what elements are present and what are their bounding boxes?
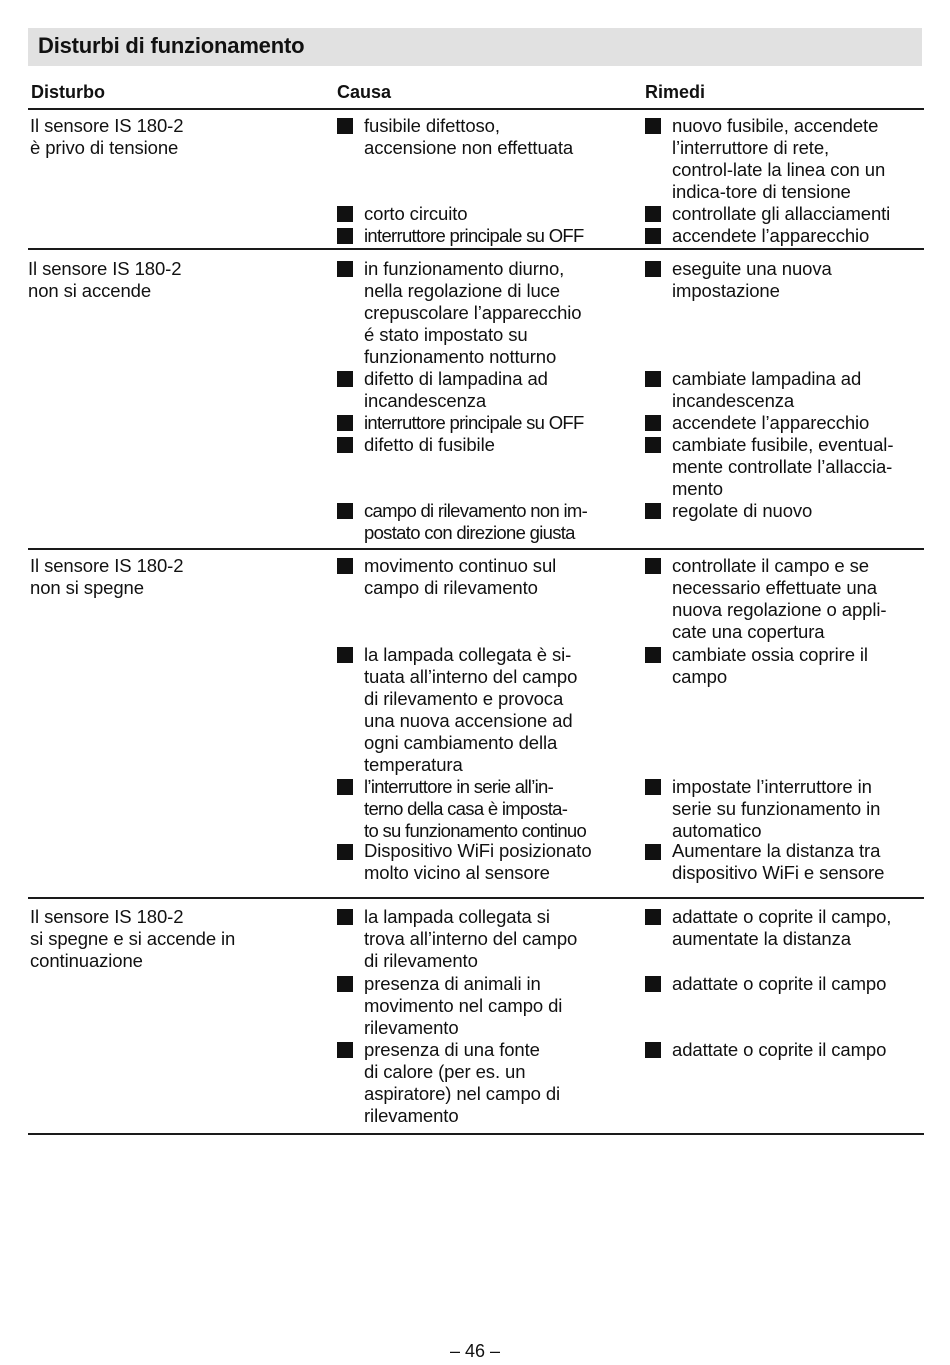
disturbo-cell: Il sensore IS 180-2 non si accende xyxy=(28,258,182,301)
bullet-square-icon xyxy=(337,909,353,925)
bullet-square-icon xyxy=(645,976,661,992)
rimedio-text: cambiate fusibile, eventual- mente controllate l’allaccia- mento xyxy=(672,434,894,499)
section-title-bar xyxy=(28,28,922,66)
row-divider xyxy=(28,548,924,550)
rimedio-text: controllate il campo e se necessario effettuate una nuova regolazione o appli- cate una copertura xyxy=(672,555,887,642)
rimedio-text: accendete l’apparecchio xyxy=(672,225,870,246)
bullet-square-icon xyxy=(645,558,661,574)
rimedio-text: regolate di nuovo xyxy=(672,500,813,521)
bullet-square-icon xyxy=(337,779,353,795)
causa-text: Dispositivo WiFi posizionato molto vicino al sensore xyxy=(364,840,592,883)
causa-text: campo di rilevamento non im- postato con direzione giusta xyxy=(364,500,588,543)
bullet-square-icon xyxy=(337,503,353,519)
bullet-square-icon xyxy=(645,779,661,795)
rimedio-text: controllate gli allacciamenti xyxy=(672,203,891,224)
rimedio-text: impostate l’interruttore in serie su funzionamento in automatico xyxy=(672,776,881,841)
causa-text: movimento continuo sul campo di rilevamento xyxy=(364,555,557,598)
column-header-causa: Causa xyxy=(337,82,392,102)
bullet-square-icon xyxy=(337,118,353,134)
bullet-square-icon xyxy=(337,371,353,387)
bullet-square-icon xyxy=(645,1042,661,1058)
bullet-square-icon xyxy=(645,206,661,222)
causa-text: difetto di lampadina ad incandescenza xyxy=(364,368,548,411)
row-divider xyxy=(28,897,924,899)
rimedio-text: eseguite una nuova impostazione xyxy=(672,258,832,301)
causa-text: presenza di animali in movimento nel campo di rilevamento xyxy=(364,973,563,1038)
bullet-square-icon xyxy=(337,558,353,574)
bullet-square-icon xyxy=(645,118,661,134)
bullet-square-icon xyxy=(645,371,661,387)
bullet-square-icon xyxy=(645,909,661,925)
bullet-square-icon xyxy=(645,437,661,453)
rimedio-text: cambiate ossia coprire il campo xyxy=(672,644,868,687)
row-divider xyxy=(28,248,924,250)
rimedio-text: cambiate lampadina ad incandescenza xyxy=(672,368,862,411)
bullet-square-icon xyxy=(337,976,353,992)
rimedio-text: Aumentare la distanza tra dispositivo WiFi e sensore xyxy=(672,840,885,883)
disturbo-cell: Il sensore IS 180-2 è privo di tensione xyxy=(30,115,184,158)
bullet-square-icon xyxy=(337,437,353,453)
bullet-square-icon xyxy=(337,647,353,663)
rimedio-text: accendete l’apparecchio xyxy=(672,412,870,433)
bullet-square-icon xyxy=(645,844,661,860)
causa-text: presenza di una fonte di calore (per es. un aspiratore) nel campo di rilevamento xyxy=(364,1039,561,1126)
bullet-square-icon xyxy=(645,647,661,663)
causa-text: in funzionamento diurno, nella regolazione di luce crepuscolare l’apparecchio é stato impostato su funzionamento notturno xyxy=(364,258,582,367)
bullet-square-icon xyxy=(645,415,661,431)
causa-text: la lampada collegata si trova all’interno del campo di rilevamento xyxy=(364,906,578,971)
table-bottom-rule xyxy=(28,1133,924,1135)
rimedio-text: nuovo fusibile, accendete l’interruttore di rete, control-late la linea con un indica-tore di tensione xyxy=(672,115,886,202)
bullet-square-icon xyxy=(337,228,353,244)
bullet-square-icon xyxy=(337,415,353,431)
causa-text: fusibile difettoso, accensione non effettuata xyxy=(364,115,574,158)
rimedio-text: adattate o coprite il campo xyxy=(672,1039,887,1060)
causa-text: l’interruttore in serie all’in- terno della casa è imposta- to su funzionamento continuo xyxy=(364,776,587,841)
column-header-rimedi: Rimedi xyxy=(645,82,706,102)
bullet-square-icon xyxy=(645,228,661,244)
page-number: – 46 – xyxy=(449,1341,501,1361)
causa-text: corto circuito xyxy=(364,203,468,224)
column-header-disturbo: Disturbo xyxy=(31,82,105,102)
header-rule xyxy=(28,108,924,110)
rimedio-text: adattate o coprite il campo, aumentate la distanza xyxy=(672,906,892,949)
bullet-square-icon xyxy=(645,261,661,277)
bullet-square-icon xyxy=(337,844,353,860)
causa-text: la lampada collegata è si- tuata all’interno del campo di rilevamento e provoca una nuova accensione ad ogni cambiamento della temperatura xyxy=(364,644,578,775)
bullet-square-icon xyxy=(337,261,353,277)
disturbo-cell: Il sensore IS 180-2 si spegne e si accende in continuazione xyxy=(30,906,236,971)
causa-text: interruttore principale su OFF xyxy=(364,225,584,246)
section-title: Disturbi di funzionamento xyxy=(38,33,305,58)
causa-text: interruttore principale su OFF xyxy=(364,412,584,433)
rimedio-text: adattate o coprite il campo xyxy=(672,973,887,994)
bullet-square-icon xyxy=(337,1042,353,1058)
disturbo-cell: Il sensore IS 180-2 non si spegne xyxy=(30,555,184,598)
causa-text: difetto di fusibile xyxy=(364,434,495,455)
bullet-square-icon xyxy=(337,206,353,222)
bullet-square-icon xyxy=(645,503,661,519)
